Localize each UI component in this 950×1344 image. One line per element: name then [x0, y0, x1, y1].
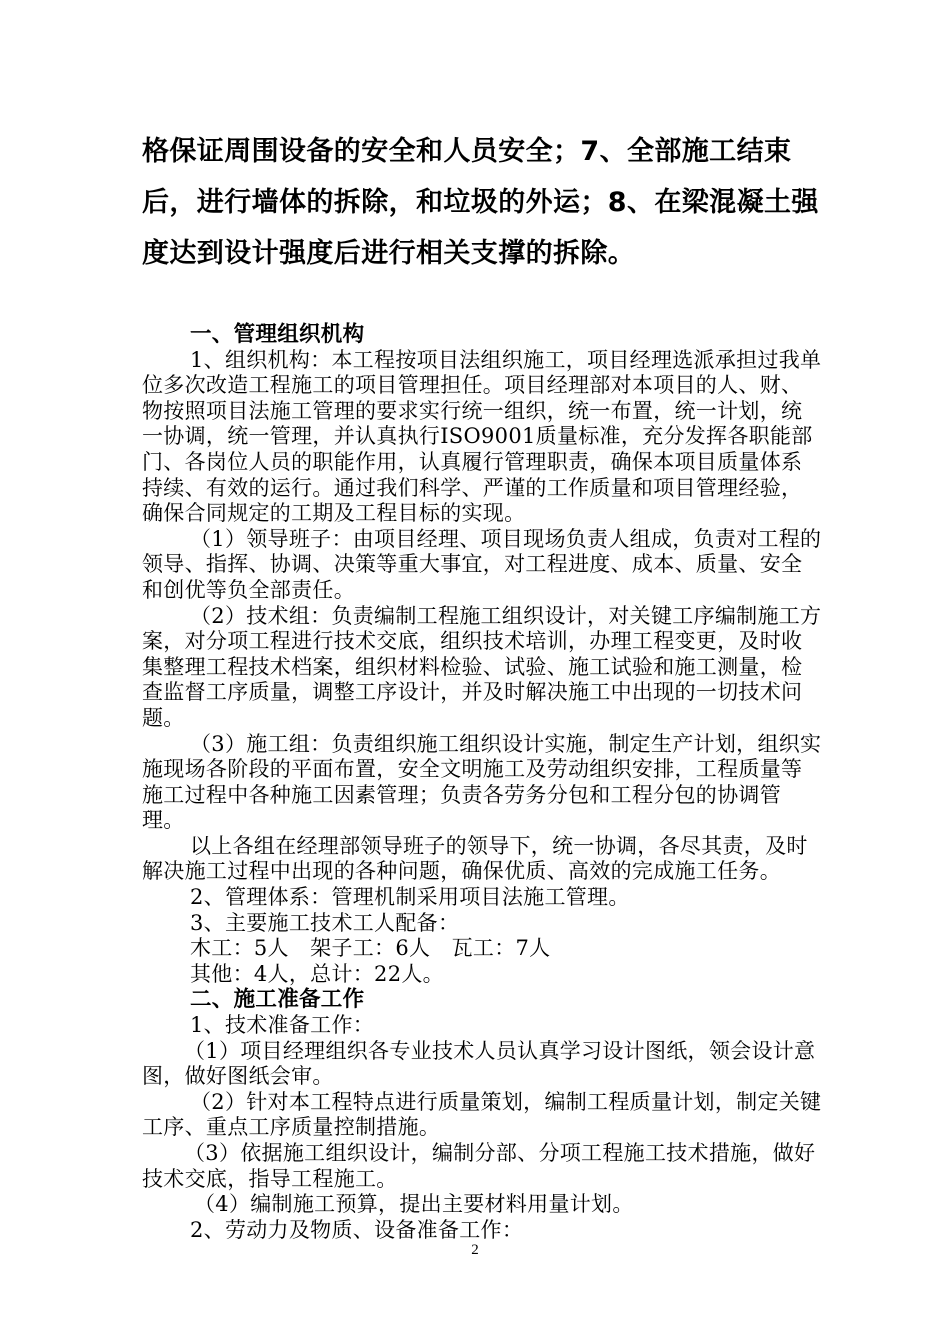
page-number: 2	[471, 1242, 479, 1258]
paragraph-labor-preparation: 2、劳动力及物质、设备准备工作：	[190, 1217, 524, 1242]
paragraph-summary: 以上各组在经理部领导班子的领导下，统一协调，各尽其责，及时解决施工过程中出现的各种问题，确保优质、高效的完成施工任务。	[142, 833, 808, 884]
section-heading-management: 一、管理组织机构	[190, 322, 365, 347]
list-item: （4）编制施工预算，提出主要材料用量计划。	[194, 1192, 634, 1217]
paragraph-leadership: （1）领导班子：由项目经理、项目现场负责人组成，负责对工程的领导、指挥、协调、决策等重大事宜，对工程进度、成本、质量、安全和创优等负全部责任。	[142, 526, 822, 602]
paragraph-construction-group: （3）施工组：负责组织施工组织设计实施，制定生产计划，组织实施现场各阶段的平面布置，安全文明施工及劳动组织安排，工程质量等施工过程中各种施工因素管理；负责各劳务分包和工程分包的协调管理。	[142, 731, 822, 833]
paragraph-tech-preparation: 1、技术准备工作：	[190, 1013, 375, 1038]
lead-paragraph: 格保证周围设备的安全和人员安全；7、全部施工结束后，进行墙体的拆除，和垃圾的外运；8、在梁混凝土强度达到设计强度后进行相关支撑的拆除。	[142, 136, 819, 269]
list-item: （2）针对本工程特点进行质量策划，编制工程质量计划，制定关键工序、重点工序质量控制措施。	[142, 1089, 822, 1140]
workers-line-1: 木工：5人 架子工：6人 瓦工：7人	[190, 936, 551, 961]
list-item: （1）项目经理组织各专业技术人员认真学习设计图纸，领会设计意图，做好图纸会审。	[142, 1038, 816, 1089]
document-body	[142, 322, 822, 1243]
paragraph-technical-group: （2）技术组：负责编制工程施工组织设计，对关键工序编制施工方案，对分项工程进行技术交底，组织技术培训，办理工程变更，及时收集整理工程技术档案，组织材料检验、试验、施工试验和施工测量，检查监督工序质量，调整工序设计，并及时解决施工中出现的一切技术问题。	[142, 603, 822, 730]
workers-line-2: 其他：4人，总计：22人。	[190, 961, 444, 986]
section-heading-preparation: 二、施工准备工作	[190, 987, 365, 1013]
list-item: （3）依据施工组织设计，编制分部、分项工程施工技术措施，做好技术交底，指导工程施工。	[142, 1141, 816, 1191]
paragraph-workers: 3、主要施工技术工人配备：	[190, 910, 460, 935]
paragraph-management-system: 2、管理体系：管理机制采用项目法施工管理。	[190, 885, 630, 910]
paragraph-organization: 1、组织机构：本工程按项目法组织施工，项目经理选派承担过我单位多次改造工程施工的项目管理担任。项目经理部对本项目的人、财、物按照项目法施工管理的要求实行统一组织，统一布置，统一计划，统一协调，统一管理，并认真执行ISO9001质量标准，充分发挥各职能部门、各岗位人员的职能作用，认真履行管理职责，确保本项目质量体系持续、有效的运行。通过我们科学、严谨的工作质量和项目管理经验，确保合同规定的工期及工程目标的实现。	[142, 347, 822, 526]
